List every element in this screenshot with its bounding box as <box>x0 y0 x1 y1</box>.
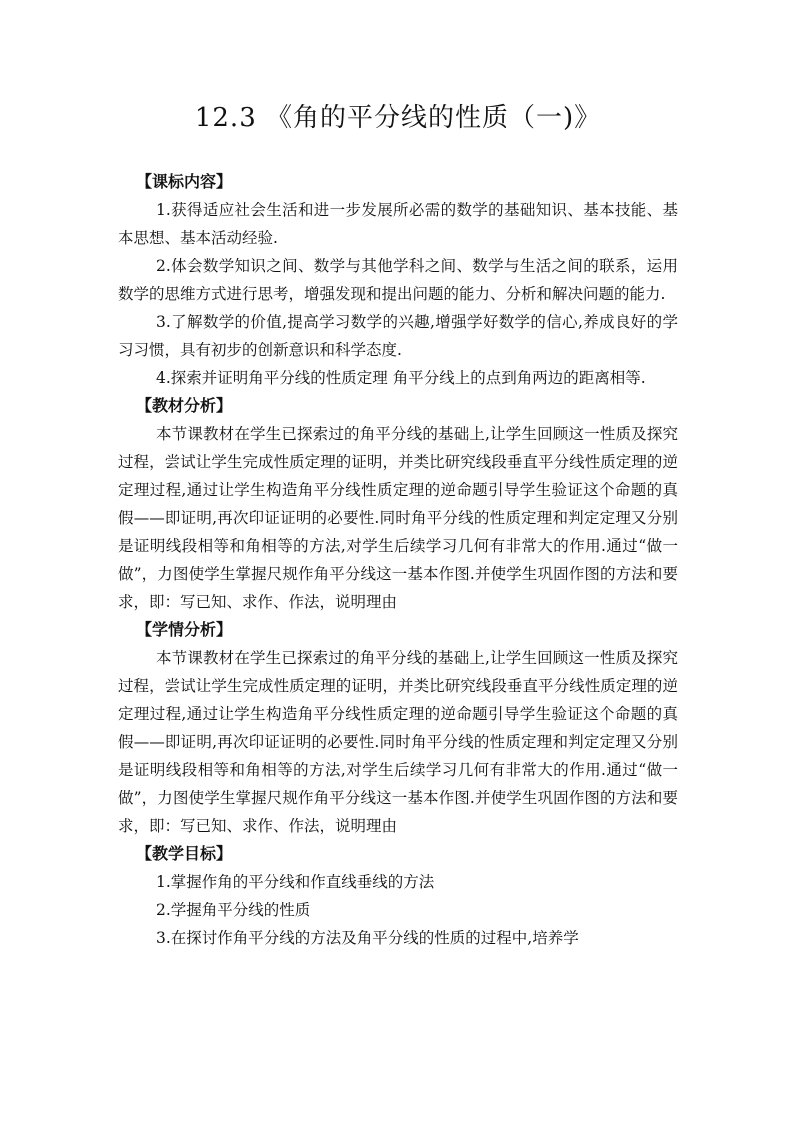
paragraph: 本节课教材在学生已探索过的角平分线的基础上,让学生回顾这一性质及探究过程，尝试让学生完成性质定理的证明，并类比研究线段垂直平分线性质定理的逆定理过程,通过让学生构造角平分线性质定理的逆命题引导学生验证这个命题的真假——即证明,再次印证证明的必要性.同时角平分线的性质定理和判定定理又分别是证明线段相等和角相等的方法,对学生后续学习几何有非常大的作用.通过“做一做”，力图使学生掌握尺规作角平分线这一基本作图.并使学生巩固作图的方法和要求，即：写已知、求作、作法，说明理由 <box>118 649 678 835</box>
paragraph: 本节课教材在学生已探索过的角平分线的基础上,让学生回顾这一性质及探究过程，尝试让学生完成性质定理的证明，并类比研究线段垂直平分线性质定理的逆定理过程,通过让学生构造角平分线性质定理的逆命题引导学生验证这个命题的真假——即证明,再次印证证明的必要性.同时角平分线的性质定理和判定定理又分别是证明线段相等和角相等的方法,对学生后续学习几何有非常大的作用.通过“做一做”，力图使学生掌握尺规作角平分线这一基本作图.并使学生巩固作图的方法和要求，即：写已知、求作、作法，说明理由 <box>118 425 678 611</box>
section-heading-curriculum: 【课标内容】 <box>136 172 233 191</box>
document-title: 12.3 《角的平分线的性质（一)》 <box>194 103 602 133</box>
section-student-analysis <box>118 616 678 840</box>
paragraph: 1.获得适应社会生活和进一步发展所必需的数学的基础知识、基本技能、基本思想、基本活动经验. <box>118 201 678 247</box>
paragraph: 1.掌握作角的平分线和作直线垂线的方法 <box>156 873 435 891</box>
paragraph: 4.探索并证明角平分线的性质定理 角平分线上的点到角两边的距离相等. <box>156 369 646 387</box>
section-heading-textbook: 【教材分析】 <box>136 396 233 415</box>
paragraph: 3.在探讨作角平分线的方法及角平分线的性质的过程中,培养学 <box>156 929 579 947</box>
paragraph: 3.了解数学的价值,提高学习数学的兴趣,增强学好数学的信心,养成良好的学习习惯，具有初步的创新意识和科学态度. <box>118 313 678 359</box>
section-heading-goals: 【教学目标】 <box>136 844 233 863</box>
section-heading-students: 【学情分析】 <box>136 620 233 639</box>
section-teaching-goals <box>118 840 678 952</box>
document-page <box>118 100 678 952</box>
paragraph: 2.体会数学知识之间、数学与其他学科之间、数学与生活之间的联系，运用数学的思维方式进行思考，增强发现和提出问题的能力、分析和解决问题的能力. <box>118 257 678 303</box>
section-textbook-analysis <box>118 392 678 616</box>
paragraph: 2.学握角平分线的性质 <box>156 901 311 919</box>
section-curriculum-standards <box>118 168 678 392</box>
